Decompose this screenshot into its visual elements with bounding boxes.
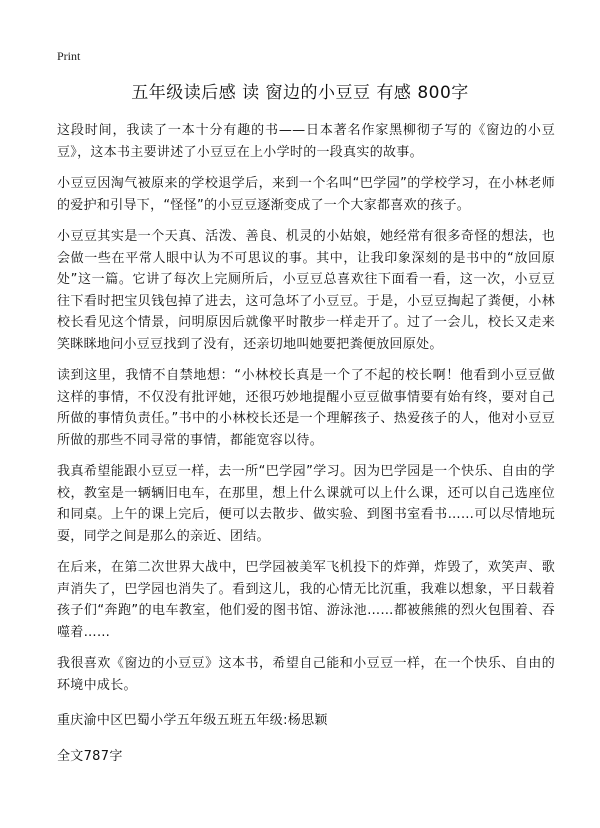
paragraph-summary: 小豆豆因淘气被原来的学校退学后，来到一个名叫“巴学园”的学校学习，在小林老师的爱护和引导下，“怪怪”的小豆豆逐渐变成了一个大家都喜欢的孩子。 bbox=[57, 176, 555, 213]
page-title: 五年级读后感 读 窗边的小豆豆 有感 800字 bbox=[131, 83, 469, 103]
article-body bbox=[57, 120, 555, 777]
word-count: 全文787字 bbox=[57, 748, 123, 764]
author-signature: 重庆渝中区巴蜀小学五年级五班五年级:杨思颖 bbox=[57, 713, 328, 728]
print-link[interactable]: Print bbox=[57, 49, 81, 63]
paragraph-war: 在后来，在第二次世界大战中，巴学园被美军飞机投下的炸弹，炸毁了，欢笑声、歌声消失了，巴学园也消失了。看到这儿，我的心情无比沉重，我难以想象，平日载着孩子们“奔跑”的电车教室，他们爱的图书馆、游泳池……都被熊熊的烈火包围着、吞噬着…… bbox=[57, 560, 555, 640]
paragraph-wish: 我真希望能跟小豆豆一样，去一所“巴学园”学习。因为巴学园是一个快乐、自由的学校，教室是一辆辆旧电车，在那里，想上什么课就可以上什么课，还可以自己选座位和同桌。上午的课上完后，便可以去散步、做实验、到图书室看书……可以尽情地玩耍，同学之间是那么的亲近、团结。 bbox=[57, 464, 555, 544]
paragraph-intro: 这段时间，我读了一本十分有趣的书——日本著名作家黑柳彻子写的《窗边的小豆豆》，这本书主要讲述了小豆豆在上小学时的一段真实的故事。 bbox=[57, 123, 555, 160]
paragraph-reflection: 读到这里，我情不自禁地想：“小林校长真是一个了不起的校长啊！他看到小豆豆做这样的事情，不仅没有批评她，还很巧妙地提醒小豆豆做事情要有始有终，要对自己所做的事情负责任。”书中的小林校长还是一个理解孩子、热爱孩子的人，他对小豆豆所做的那些不同寻常的事情，都能宽容以待。 bbox=[57, 368, 555, 448]
paragraph-conclusion: 我很喜欢《窗边的小豆豆》这本书，希望自己能和小豆豆一样，在一个快乐、自由的环境中成长。 bbox=[57, 656, 555, 693]
paragraph-story: 小豆豆其实是一个天真、活泼、善良、机灵的小姑娘，她经常有很多奇怪的想法，也会做一些在平常人眼中认为不可思议的事。其中，让我印象深刻的是书中的“放回原处”这一篇。它讲了每次上完厕所后，小豆豆总喜欢往下面看一看，这一次，小豆豆往下看时把宝贝钱包掉了进去，这可急坏了小豆豆。于是，小豆豆掏起了粪便，小林校长看见这个情景，问明原因后就像平时散步一样走开了。过了一会儿，校长又走来笑眯眯地问小豆豆找到了没有，还亲切地叫她要把粪便放回原处。 bbox=[57, 229, 555, 352]
